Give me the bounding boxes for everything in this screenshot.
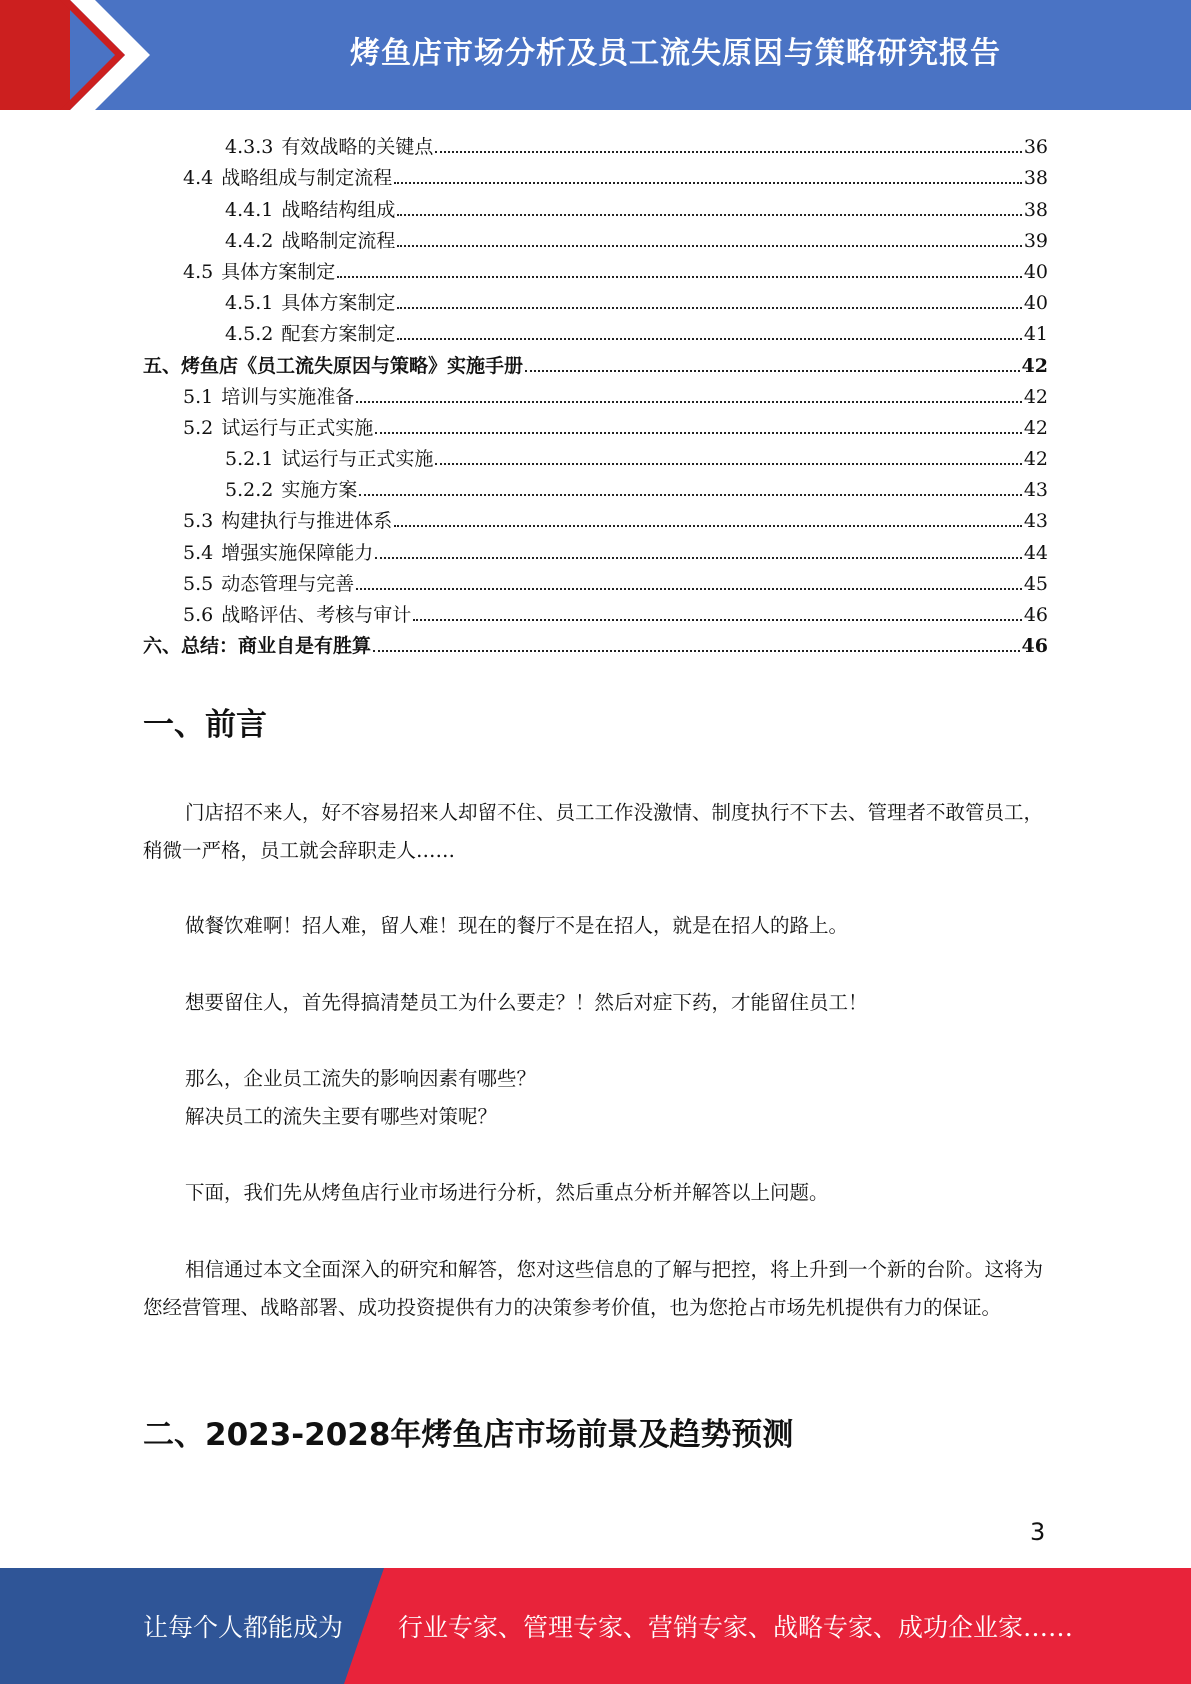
toc-entry[interactable] (143, 189, 1048, 220)
toc-entry-page: 46 (1021, 635, 1048, 658)
toc-entry[interactable] (143, 314, 1048, 345)
toc-dot-leader (525, 370, 1020, 372)
toc-entry-page: 39 (1023, 229, 1048, 252)
toc-entry-label: 试运行与正式实施 (281, 448, 434, 471)
toc-entry-label: 培训与实施准备 (221, 385, 355, 408)
page-header (0, 0, 1191, 110)
toc-dot-leader (397, 245, 1021, 247)
toc-entry[interactable] (143, 501, 1048, 532)
toc-entry-number: 4.5.1 (225, 292, 274, 315)
toc-entry-page: 36 (1023, 136, 1048, 159)
paragraph: 想要留住人，首先得搞清楚员工为什么要走？！然后对症下药，才能留住员工！ (185, 991, 868, 1014)
toc-entry-number: 4.3.3 (225, 136, 274, 159)
toc-entry-label: 六、总结：商业自是有胜算 (143, 635, 372, 658)
toc-entry-label: 有效战略的关键点 (281, 136, 434, 159)
paragraph: 相信通过本文全面深入的研究和解答，您对这些信息的了解与把控，将上升到一个新的台阶。这将为您经营管理、战略部署、成功投资提供有力的决策参考价值，也为您抢占市场先机提供有力的保证。 (143, 1258, 1044, 1319)
toc-entry-label: 增强实施保障能力 (221, 541, 374, 564)
toc-entry-page: 42 (1023, 385, 1048, 408)
toc-entry[interactable] (143, 345, 1048, 376)
toc-dot-leader (435, 151, 1021, 153)
toc-entry-page: 46 (1023, 604, 1048, 626)
toc-entry-page: 38 (1023, 198, 1048, 221)
toc-entry-number: 4.4.1 (225, 198, 274, 221)
section-heading-preface: 一、前言 (143, 707, 267, 743)
toc-dot-leader (375, 432, 1022, 434)
toc-entry-label: 构建执行与推进体系 (221, 510, 393, 533)
toc-entry-page: 45 (1023, 572, 1048, 595)
footer-slogan-left: 让每个人都能成为 (143, 1613, 344, 1642)
toc-entry[interactable] (143, 158, 1048, 189)
toc-entry[interactable] (143, 595, 1048, 626)
toc-dot-leader (397, 214, 1021, 216)
toc-entry-label: 试运行与正式实施 (221, 416, 374, 439)
toc-dot-leader (356, 588, 1022, 590)
toc-entry-number: 4.4 (183, 167, 214, 190)
toc-entry-label: 战略制定流程 (281, 229, 396, 252)
toc-dot-leader (413, 619, 1022, 621)
toc-dot-leader (337, 276, 1022, 278)
toc-dot-leader (394, 182, 1022, 184)
toc-entry-number: 5.3 (183, 510, 214, 533)
toc-entry[interactable] (143, 283, 1048, 314)
toc-entry-page: 43 (1023, 479, 1048, 502)
toc-entry-number: 5.5 (183, 572, 214, 595)
toc-entry[interactable] (143, 626, 1048, 657)
toc-entry-page: 42 (1021, 354, 1048, 377)
toc-entry-number: 4.5 (183, 260, 214, 283)
toc-dot-leader (397, 307, 1021, 309)
toc-entry-number: 5.2.2 (225, 479, 274, 502)
toc-entry-number: 5.1 (183, 385, 214, 408)
toc-entry[interactable] (143, 439, 1048, 470)
toc-dot-leader (373, 650, 1020, 652)
toc-entry-label: 五、烤鱼店《员工流失原因与策略》实施手册 (143, 354, 524, 377)
toc-entry[interactable] (143, 252, 1048, 283)
toc-entry[interactable] (143, 564, 1048, 595)
toc-dot-leader (356, 401, 1022, 403)
toc-entry-number: 5.6 (183, 604, 214, 626)
toc-entry[interactable] (143, 127, 1048, 158)
report-title: 烤鱼店市场分析及员工流失原因与策略研究报告 (350, 36, 1001, 71)
toc-entry[interactable] (143, 532, 1048, 563)
toc-entry-page: 38 (1023, 167, 1048, 190)
toc-entry-number: 5.4 (183, 541, 214, 564)
toc-entry[interactable] (143, 408, 1048, 439)
header-chevron-icon (0, 0, 160, 110)
toc-entry-number: 5.2 (183, 416, 214, 439)
toc-entry-number: 5.2.1 (225, 448, 274, 471)
paragraph: 解决员工的流失主要有哪些对策呢？ (185, 1105, 498, 1128)
toc-entry-label: 战略结构组成 (281, 198, 396, 221)
toc-dot-leader (375, 557, 1022, 559)
toc-entry-page: 43 (1023, 510, 1048, 533)
toc-entry-page: 42 (1023, 448, 1048, 471)
toc-entry-page: 44 (1023, 541, 1048, 564)
toc-entry-page: 40 (1023, 292, 1048, 315)
page-footer (0, 1568, 1191, 1684)
paragraph: 那么，企业员工流失的影响因素有哪些？ (185, 1067, 537, 1090)
paragraph: 门店招不来人，好不容易招来人却留不住、员工工作没激情、制度执行不下去、管理者不敢管员工，稍微一严格，员工就会辞职走人…… (143, 801, 1044, 862)
toc-entry-page: 40 (1023, 260, 1048, 283)
toc-entry-label: 战略评估、考核与审计 (221, 604, 412, 626)
toc-dot-leader (359, 494, 1021, 496)
toc-entry-label: 配套方案制定 (281, 323, 396, 346)
toc-entry-label: 战略组成与制定流程 (221, 167, 393, 190)
paragraph: 做餐饮难啊！招人难，留人难！现在的餐厅不是在招人，就是在招人的路上。 (185, 914, 849, 937)
section-heading-market-outlook: 二、2023-2028年烤鱼店市场前景及趋势预测 (143, 1417, 794, 1453)
toc-dot-leader (435, 463, 1021, 465)
toc-entry-number: 4.4.2 (225, 229, 274, 252)
toc-entry-label: 实施方案 (281, 479, 358, 502)
toc-dot-leader (397, 338, 1021, 340)
toc-entry-label: 具体方案制定 (221, 260, 336, 283)
footer-slogan-right: 行业专家、管理专家、营销专家、战略专家、成功企业家…… (398, 1613, 1074, 1642)
toc-entry-number: 4.5.2 (225, 323, 274, 346)
toc-entry-page: 42 (1023, 416, 1048, 439)
toc-dot-leader (394, 525, 1022, 527)
page-number: 3 (1030, 1518, 1046, 1546)
toc-entry-label: 动态管理与完善 (221, 572, 355, 595)
toc-entry[interactable] (143, 221, 1048, 252)
toc-entry-label: 具体方案制定 (281, 292, 396, 315)
paragraph: 下面，我们先从烤鱼店行业市场进行分析，然后重点分析并解答以上问题。 (185, 1181, 829, 1204)
toc-entry[interactable] (143, 377, 1048, 408)
toc-entry[interactable] (143, 470, 1048, 501)
table-of-contents (143, 127, 1048, 657)
toc-entry-page: 41 (1023, 323, 1048, 346)
